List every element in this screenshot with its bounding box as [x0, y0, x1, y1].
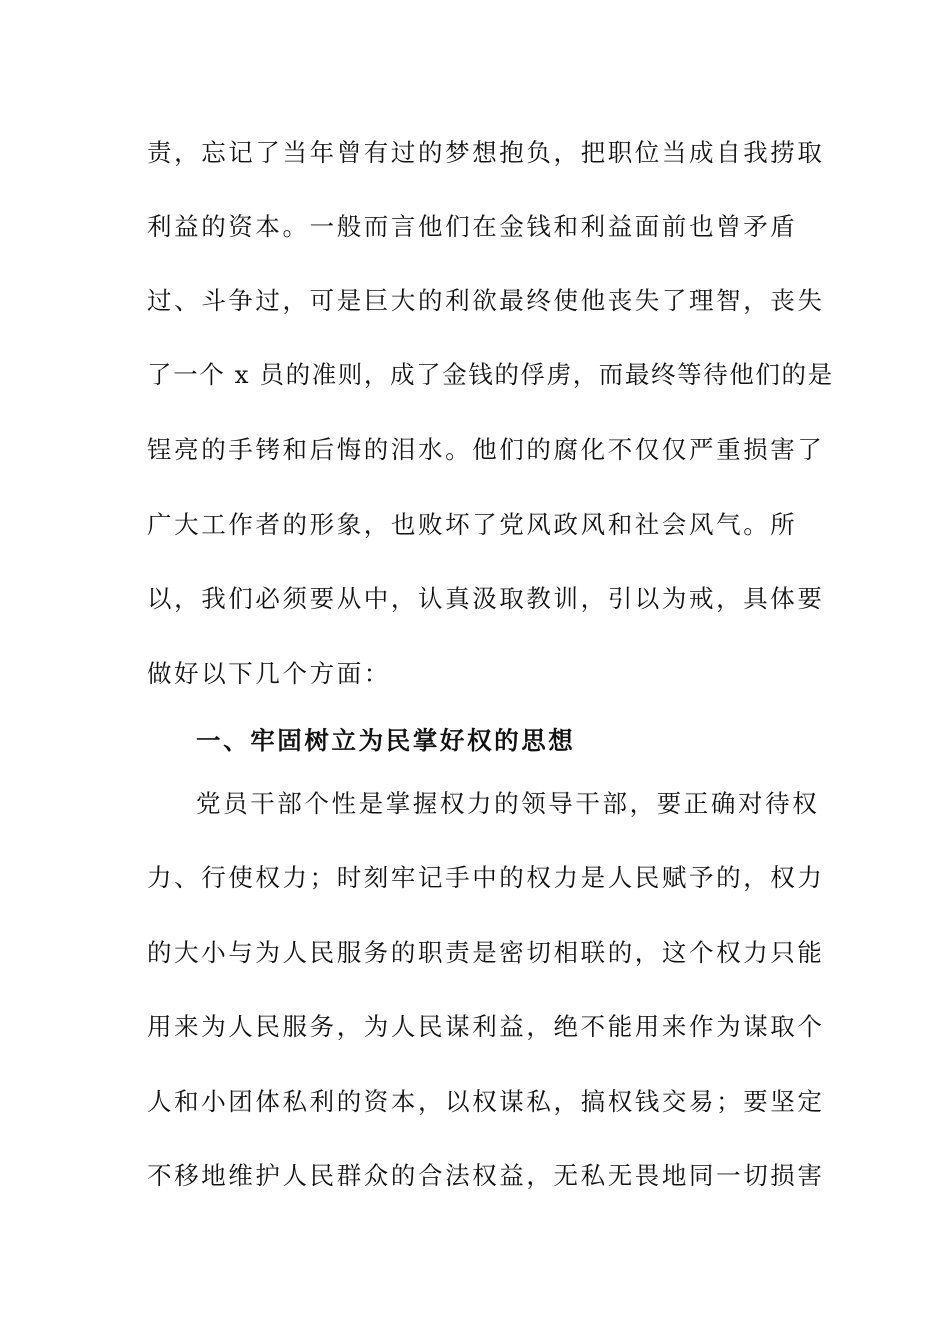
paragraph-line: 利益的资本。一般而言他们在金钱和利益面前也曾矛盾	[147, 212, 798, 241]
paragraph-line: 用来为人民服务，为人民谋利益，绝不能用来作为谋取个	[147, 1012, 825, 1041]
paragraph-line: 不移地维护人民群众的合法权益，无私无畏地同一切损害	[147, 1161, 825, 1190]
paragraph-line: 人和小团体私利的资本，以权谋私，搞权钱交易；要坚定	[147, 1087, 825, 1116]
paragraph-line: 锃亮的手铐和后悔的泪水。他们的腐化不仅仅严重损害了	[147, 435, 825, 464]
paragraph-line: 广大工作者的形象，也败坏了党风政风和社会风气。所	[147, 510, 798, 539]
paragraph-line: 做好以下几个方面：	[147, 659, 391, 688]
paragraph-line: 了一个 x 员的准则，成了金钱的俘虏，而最终等待他们的是	[147, 360, 834, 389]
section-heading: 一、牢固树立为民掌好权的思想	[196, 726, 576, 755]
paragraph-line: 力、行使权力；时刻牢记手中的权力是人民赋予的，权力	[147, 863, 825, 892]
paragraph-line: 责，忘记了当年曾有过的梦想抱负，把职位当成自我捞取	[147, 138, 825, 167]
paragraph-line: 过、斗争过，可是巨大的利欲最终使他丧失了理智，丧失	[147, 286, 825, 315]
paragraph-line: 党员干部个性是掌握权力的领导干部，要正确对待权	[196, 789, 820, 818]
paragraph-line: 以，我们必须要从中，认真汲取教训，引以为戒，具体要	[147, 584, 825, 613]
paragraph-line: 的大小与为人民服务的职责是密切相联的，这个权力只能	[147, 938, 825, 967]
